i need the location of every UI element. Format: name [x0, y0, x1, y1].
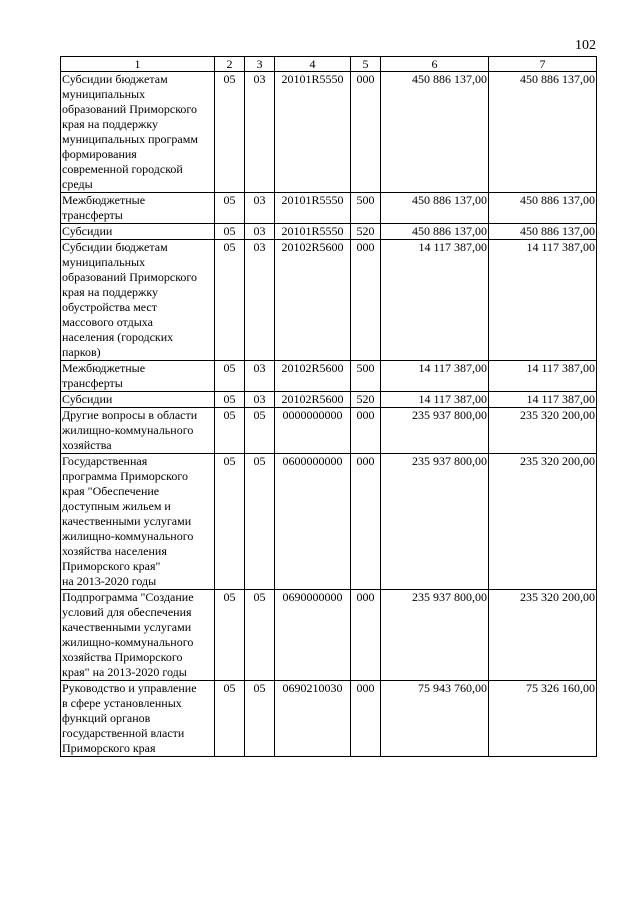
row-name-line: функций органов: [62, 711, 151, 725]
row-name-cell: [61, 392, 215, 408]
row-name-cell: [61, 681, 215, 757]
column-header: 2: [215, 57, 245, 72]
table-row: [61, 224, 597, 240]
row-name-line: хозяйства: [62, 438, 112, 452]
target-article-cell: 20102R5600: [275, 392, 351, 408]
row-name-line: качественными услугами: [62, 514, 192, 528]
subsection-code-cell: 03: [245, 392, 275, 408]
row-name-line: Другие вопросы в области: [62, 408, 198, 422]
row-name-line: Субсидии бюджетам: [62, 72, 168, 86]
row-name-line: края" на 2013-2020 годы: [62, 665, 187, 679]
row-name-line: массового отдыха: [62, 315, 153, 329]
row-name-line: в сфере установленных: [62, 696, 182, 710]
row-name-line: жилищно-коммунального: [62, 529, 194, 543]
row-name-line: края на поддержку: [62, 117, 158, 131]
amount-col6-cell: 235 937 800,00: [381, 590, 489, 681]
table-row: [61, 590, 597, 681]
row-name-line: муниципальных: [62, 255, 146, 269]
amount-col6-cell: 235 937 800,00: [381, 408, 489, 454]
section-code-cell: 05: [215, 454, 245, 590]
expense-type-cell: 500: [351, 361, 381, 392]
table-row: [61, 408, 597, 454]
row-name-line: современной городской: [62, 162, 183, 176]
row-name-line: муниципальных программ: [62, 132, 198, 146]
row-name-line: хозяйства населения: [62, 544, 167, 558]
amount-col7-cell: 14 117 387,00: [489, 240, 597, 361]
subsection-code-cell: 03: [245, 240, 275, 361]
table-row: [61, 361, 597, 392]
amount-col6-cell: 235 937 800,00: [381, 454, 489, 590]
row-name-cell: [61, 72, 215, 193]
row-name-line: Приморского края": [62, 559, 161, 573]
expense-type-cell: 520: [351, 224, 381, 240]
target-article-cell: 0000000000: [275, 408, 351, 454]
row-name-line: на 2013-2020 годы: [62, 574, 157, 588]
row-name-line: образований Приморского: [62, 102, 198, 116]
expense-type-cell: 000: [351, 681, 381, 757]
subsection-code-cell: 03: [245, 224, 275, 240]
row-name-line: обустройства мест: [62, 300, 157, 314]
target-article-cell: 20101R5550: [275, 193, 351, 224]
column-header: 1: [61, 57, 215, 72]
expense-type-cell: 000: [351, 72, 381, 193]
column-header: 4: [275, 57, 351, 72]
target-article-cell: 0690000000: [275, 590, 351, 681]
column-header: 6: [381, 57, 489, 72]
amount-col7-cell: 450 886 137,00: [489, 193, 597, 224]
row-name-line: хозяйства Приморского: [62, 650, 183, 664]
row-name-line: Подпрограмма "Создание: [62, 590, 194, 604]
subsection-code-cell: 03: [245, 193, 275, 224]
row-name-line: Субсидии бюджетам: [62, 240, 168, 254]
table-row: [61, 240, 597, 361]
row-name-line: трансферты: [62, 376, 123, 390]
column-header: 3: [245, 57, 275, 72]
amount-col7-cell: 450 886 137,00: [489, 224, 597, 240]
table-row: [61, 681, 597, 757]
subsection-code-cell: 03: [245, 361, 275, 392]
target-article-cell: 0600000000: [275, 454, 351, 590]
amount-col7-cell: 235 320 200,00: [489, 454, 597, 590]
row-name-line: Государственная: [62, 454, 148, 468]
target-article-cell: 20101R5550: [275, 72, 351, 193]
expense-type-cell: 000: [351, 454, 381, 590]
amount-col6-cell: 450 886 137,00: [381, 224, 489, 240]
row-name-line: образований Приморского: [62, 270, 198, 284]
row-name-cell: [61, 454, 215, 590]
row-name-line: парков): [62, 345, 101, 359]
amount-col6-cell: 450 886 137,00: [381, 193, 489, 224]
row-name-line: трансферты: [62, 208, 123, 222]
amount-col7-cell: 235 320 200,00: [489, 408, 597, 454]
column-header: 7: [489, 57, 597, 72]
table-row: [61, 392, 597, 408]
amount-col7-cell: 75 326 160,00: [489, 681, 597, 757]
section-code-cell: 05: [215, 681, 245, 757]
row-name-line: жилищно-коммунального: [62, 423, 194, 437]
row-name-line: Руководство и управление: [62, 681, 197, 695]
row-name-line: Межбюджетные: [62, 193, 146, 207]
amount-col6-cell: 14 117 387,00: [381, 392, 489, 408]
subsection-code-cell: 05: [245, 681, 275, 757]
row-name-line: Субсидии: [62, 392, 113, 406]
row-name-line: условий для обеспечения: [62, 605, 192, 619]
amount-col7-cell: 235 320 200,00: [489, 590, 597, 681]
expense-type-cell: 520: [351, 392, 381, 408]
target-article-cell: 20102R5600: [275, 240, 351, 361]
target-article-cell: 20102R5600: [275, 361, 351, 392]
row-name-cell: [61, 240, 215, 361]
section-code-cell: 05: [215, 361, 245, 392]
page-number: 102: [575, 38, 596, 53]
row-name-line: населения (городских: [62, 330, 174, 344]
row-name-cell: [61, 590, 215, 681]
expense-type-cell: 500: [351, 193, 381, 224]
row-name-line: качественными услугами: [62, 620, 192, 634]
row-name-line: Межбюджетные: [62, 361, 146, 375]
section-code-cell: 05: [215, 590, 245, 681]
row-name-line: края "Обеспечение: [62, 484, 160, 498]
header-row: [61, 57, 597, 72]
budget-table-body: [61, 72, 597, 757]
row-name-line: доступным жильем и: [62, 499, 171, 513]
row-name-line: формирования: [62, 147, 137, 161]
row-name-line: государственной власти: [62, 726, 185, 740]
row-name-cell: [61, 408, 215, 454]
amount-col6-cell: 75 943 760,00: [381, 681, 489, 757]
target-article-cell: 20101R5550: [275, 224, 351, 240]
section-code-cell: 05: [215, 72, 245, 193]
row-name-cell: [61, 361, 215, 392]
row-name-line: Субсидии: [62, 224, 113, 238]
subsection-code-cell: 03: [245, 72, 275, 193]
target-article-cell: 0690210030: [275, 681, 351, 757]
section-code-cell: 05: [215, 193, 245, 224]
table-row: [61, 72, 597, 193]
amount-col7-cell: 14 117 387,00: [489, 361, 597, 392]
table-row: [61, 454, 597, 590]
row-name-line: программа Приморского: [62, 469, 188, 483]
budget-table: [60, 56, 597, 757]
table-row: [61, 193, 597, 224]
amount-col6-cell: 450 886 137,00: [381, 72, 489, 193]
subsection-code-cell: 05: [245, 408, 275, 454]
row-name-cell: [61, 224, 215, 240]
expense-type-cell: 000: [351, 240, 381, 361]
subsection-code-cell: 05: [245, 454, 275, 590]
row-name-line: среды: [62, 177, 93, 191]
section-code-cell: 05: [215, 408, 245, 454]
expense-type-cell: 000: [351, 408, 381, 454]
subsection-code-cell: 05: [245, 590, 275, 681]
row-name-line: края на поддержку: [62, 285, 158, 299]
amount-col7-cell: 450 886 137,00: [489, 72, 597, 193]
column-header: 5: [351, 57, 381, 72]
section-code-cell: 05: [215, 240, 245, 361]
amount-col6-cell: 14 117 387,00: [381, 361, 489, 392]
row-name-line: Приморского края: [62, 741, 156, 755]
section-code-cell: 05: [215, 224, 245, 240]
row-name-cell: [61, 193, 215, 224]
row-name-line: жилищно-коммунального: [62, 635, 194, 649]
row-name-line: муниципальных: [62, 87, 146, 101]
expense-type-cell: 000: [351, 590, 381, 681]
section-code-cell: 05: [215, 392, 245, 408]
amount-col6-cell: 14 117 387,00: [381, 240, 489, 361]
amount-col7-cell: 14 117 387,00: [489, 392, 597, 408]
